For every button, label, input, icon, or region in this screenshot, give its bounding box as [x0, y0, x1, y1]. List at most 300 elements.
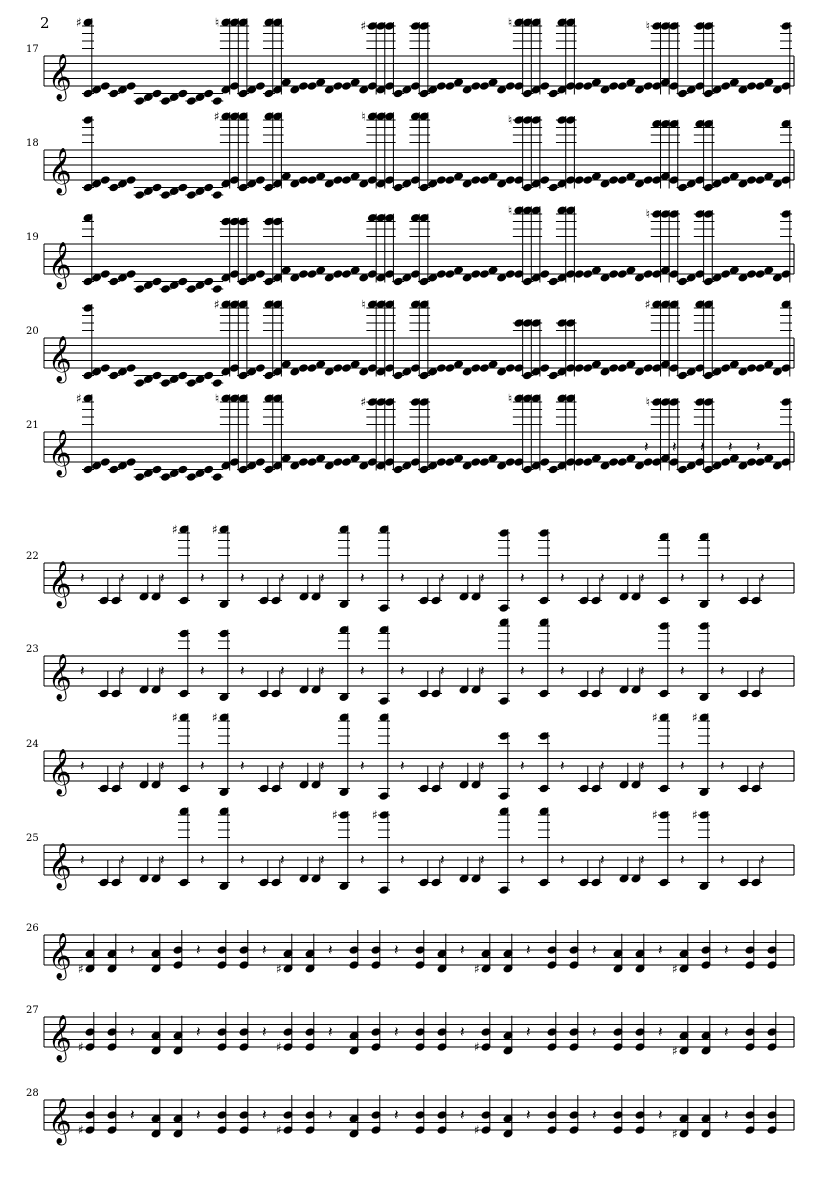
quarter-rest: 𝄽: [200, 569, 205, 587]
note-head: [281, 454, 291, 462]
quarter-rest: 𝄽: [262, 941, 267, 959]
note-head: [342, 364, 352, 372]
sharp-sign: ♯: [213, 297, 220, 312]
quarter-rest: 𝄽: [120, 662, 125, 680]
note-head: [626, 172, 636, 180]
treble-clef: 𝄞: [48, 654, 72, 700]
note-head: [772, 274, 782, 282]
note-head: [290, 462, 300, 470]
natural-sign: ♮: [507, 391, 513, 406]
quarter-rest: 𝄽: [560, 569, 565, 587]
measure-number: 26: [26, 923, 39, 934]
note-head: [609, 82, 619, 90]
note-head: [324, 462, 334, 470]
note-head: [436, 82, 446, 90]
note-head: [118, 180, 128, 188]
note-head: [755, 82, 765, 90]
quarter-rest: 𝄽: [160, 851, 165, 869]
quarter-rest: 𝄽: [700, 438, 705, 456]
quarter-rest: 𝄽: [160, 569, 165, 587]
note-head: [445, 270, 455, 278]
quarter-rest: 𝄽: [480, 662, 485, 680]
sharp-sign: ♯: [212, 522, 218, 537]
note-head: [255, 458, 265, 466]
note-head: [488, 78, 498, 86]
note-head: [497, 180, 507, 188]
note-head: [92, 462, 102, 470]
measure-number: 22: [26, 551, 39, 562]
note-head: [747, 364, 757, 372]
note-head: [195, 187, 205, 195]
note-head: [118, 86, 128, 94]
note-head: [402, 180, 412, 188]
note-head: [747, 176, 757, 184]
note-head: [583, 270, 593, 278]
quarter-rest: 𝄽: [200, 662, 205, 680]
natural-sign: ♮: [507, 15, 513, 30]
quarter-rest: 𝄽: [240, 569, 245, 587]
note-head: [118, 368, 128, 376]
quarter-rest: 𝄽: [440, 851, 445, 869]
quarter-rest: 𝄽: [196, 1023, 201, 1041]
measure-number: 21: [26, 420, 39, 431]
note-head: [540, 176, 550, 184]
note-head: [471, 176, 481, 184]
note-head: [247, 368, 257, 376]
note-head: [574, 270, 584, 278]
quarter-rest: 𝄽: [658, 941, 663, 959]
quarter-rest: 𝄽: [196, 941, 201, 959]
note-head: [471, 458, 481, 466]
quarter-rest: 𝄽: [360, 757, 365, 775]
quarter-rest: 𝄽: [360, 569, 365, 587]
note-head: [747, 82, 757, 90]
note-head: [316, 172, 326, 180]
note-head: [307, 270, 317, 278]
quarter-rest: 𝄽: [196, 1106, 201, 1124]
note-head: [92, 86, 102, 94]
quarter-rest: 𝄽: [760, 851, 765, 869]
note-head: [454, 172, 464, 180]
sharp-sign: ♯: [474, 1123, 480, 1137]
note-head: [454, 78, 464, 86]
note-head: [307, 364, 317, 372]
note-head: [755, 270, 765, 278]
note-head: [592, 360, 602, 368]
staff-system: [26, 1088, 794, 1146]
quarter-rest: 𝄽: [262, 1106, 267, 1124]
note-head: [333, 458, 343, 466]
note-head: [505, 270, 515, 278]
quarter-rest: 𝄽: [160, 662, 165, 680]
measure-number: 18: [26, 138, 39, 149]
note-head: [592, 454, 602, 462]
note-head: [643, 364, 653, 372]
note-head: [497, 368, 507, 376]
quarter-rest: 𝄽: [600, 851, 605, 869]
note-head: [436, 270, 446, 278]
quarter-rest: 𝄽: [400, 851, 405, 869]
note-head: [721, 364, 731, 372]
quarter-rest: 𝄽: [760, 569, 765, 587]
note-head: [350, 266, 360, 274]
note-head: [617, 364, 627, 372]
note-head: [307, 176, 317, 184]
note-head: [480, 458, 490, 466]
note-head: [747, 458, 757, 466]
note-head: [480, 82, 490, 90]
note-head: [342, 270, 352, 278]
note-head: [755, 458, 765, 466]
note-head: [635, 180, 645, 188]
quarter-rest: 𝄽: [592, 941, 597, 959]
sharp-sign: ♯: [76, 391, 82, 406]
note-head: [712, 86, 722, 94]
quarter-rest: 𝄽: [480, 757, 485, 775]
treble-clef: 𝄞: [48, 561, 72, 607]
sharp-sign: ♯: [372, 808, 378, 822]
note-head: [255, 364, 265, 372]
note-head: [738, 274, 748, 282]
quarter-rest: 𝄽: [526, 1106, 531, 1124]
quarter-rest: 𝄽: [130, 941, 135, 959]
note-head: [290, 274, 300, 282]
note-head: [342, 176, 352, 184]
quarter-rest: 𝄽: [644, 438, 649, 456]
note-head: [143, 281, 153, 289]
quarter-rest: 𝄽: [560, 662, 565, 680]
quarter-rest: 𝄽: [280, 757, 285, 775]
note-head: [100, 176, 110, 184]
measure-number: 20: [26, 326, 39, 337]
note-head: [342, 458, 352, 466]
quarter-rest: 𝄽: [280, 569, 285, 587]
note-head: [143, 93, 153, 101]
note-head: [488, 360, 498, 368]
note-head: [281, 78, 291, 86]
note-head: [299, 82, 309, 90]
note-head: [635, 462, 645, 470]
note-head: [738, 462, 748, 470]
note-head: [436, 364, 446, 372]
note-head: [445, 82, 455, 90]
note-head: [350, 172, 360, 180]
quarter-rest: 𝄽: [600, 569, 605, 587]
quarter-rest: 𝄽: [360, 851, 365, 869]
note-head: [290, 86, 300, 94]
staff-system: [26, 618, 794, 705]
note-head: [712, 462, 722, 470]
quarter-rest: 𝄽: [360, 662, 365, 680]
sharp-sign: ♯: [172, 522, 178, 537]
natural-sign: ♮: [361, 297, 366, 312]
staff-system: [26, 109, 794, 199]
quarter-rest: 𝄽: [658, 1106, 663, 1124]
note-head: [540, 458, 550, 466]
note-head: [118, 462, 128, 470]
quarter-rest: 𝄽: [756, 438, 761, 456]
note-head: [100, 270, 110, 278]
note-head: [540, 364, 550, 372]
quarter-rest: 𝄽: [680, 851, 685, 869]
measure-number: 24: [26, 739, 39, 750]
quarter-rest: 𝄽: [80, 569, 85, 587]
note-head: [635, 368, 645, 376]
quarter-rest: 𝄽: [394, 1106, 399, 1124]
note-head: [488, 172, 498, 180]
note-head: [316, 78, 326, 86]
quarter-rest: 𝄽: [520, 757, 525, 775]
note-head: [462, 368, 472, 376]
staff-system: [26, 297, 794, 387]
note-head: [772, 368, 782, 376]
sharp-sign: ♯: [474, 961, 480, 976]
quarter-rest: 𝄽: [440, 569, 445, 587]
note-head: [635, 86, 645, 94]
staff-system: [26, 923, 794, 981]
note-head: [100, 82, 110, 90]
sharp-sign: ♯: [672, 1126, 678, 1141]
note-head: [324, 368, 334, 376]
note-head: [772, 180, 782, 188]
note-head: [755, 364, 765, 372]
note-head: [626, 78, 636, 86]
note-head: [281, 172, 291, 180]
note-head: [583, 82, 593, 90]
note-head: [454, 454, 464, 462]
staff-system: [26, 522, 794, 612]
note-head: [617, 82, 627, 90]
quarter-rest: 𝄽: [480, 851, 485, 869]
quarter-rest: 𝄽: [80, 757, 85, 775]
quarter-rest: 𝄽: [440, 757, 445, 775]
note-head: [126, 458, 136, 466]
note-head: [643, 270, 653, 278]
note-head: [454, 360, 464, 368]
note-head: [436, 176, 446, 184]
note-head: [92, 180, 102, 188]
note-head: [247, 86, 257, 94]
note-head: [462, 462, 472, 470]
natural-sign: ♮: [507, 113, 513, 127]
natural-sign: ♮: [214, 391, 220, 406]
quarter-rest: 𝄽: [320, 757, 325, 775]
quarter-rest: 𝄽: [130, 1106, 135, 1124]
note-head: [574, 82, 584, 90]
sharp-sign: ♯: [78, 961, 84, 976]
sharp-sign: ♯: [692, 710, 698, 725]
quarter-rest: 𝄽: [720, 851, 725, 869]
treble-clef: 𝄞: [48, 843, 72, 889]
measure-number: 23: [26, 644, 39, 655]
sharp-sign: ♯: [474, 1040, 480, 1054]
note-head: [617, 458, 627, 466]
note-head: [402, 462, 412, 470]
quarter-rest: 𝄽: [560, 757, 565, 775]
note-head: [480, 176, 490, 184]
note-head: [600, 368, 610, 376]
sharp-sign: ♯: [76, 15, 82, 30]
note-head: [617, 270, 627, 278]
note-head: [764, 266, 774, 274]
note-head: [772, 86, 782, 94]
note-head: [195, 281, 205, 289]
note-head: [471, 270, 481, 278]
quarter-rest: 𝄽: [320, 851, 325, 869]
note-head: [428, 368, 438, 376]
note-head: [445, 176, 455, 184]
note-head: [497, 86, 507, 94]
note-head: [764, 78, 774, 86]
quarter-rest: 𝄽: [640, 757, 645, 775]
quarter-rest: 𝄽: [560, 851, 565, 869]
note-head: [290, 180, 300, 188]
sharp-sign: ♯: [276, 1040, 282, 1054]
note-head: [247, 462, 257, 470]
quarter-rest: 𝄽: [280, 851, 285, 869]
quarter-rest: 𝄽: [394, 941, 399, 959]
sharp-sign: ♯: [78, 1123, 84, 1137]
note-head: [488, 454, 498, 462]
quarter-rest: 𝄽: [600, 757, 605, 775]
note-head: [307, 82, 317, 90]
treble-clef: 𝄞: [48, 749, 72, 795]
quarter-rest: 𝄽: [480, 569, 485, 587]
quarter-rest: 𝄽: [120, 851, 125, 869]
note-head: [609, 270, 619, 278]
note-head: [290, 368, 300, 376]
natural-sign: ♮: [645, 19, 651, 33]
note-head: [764, 172, 774, 180]
note-head: [643, 176, 653, 184]
note-head: [333, 364, 343, 372]
note-head: [350, 360, 360, 368]
note-head: [428, 274, 438, 282]
note-head: [169, 187, 179, 195]
note-head: [143, 469, 153, 477]
note-head: [686, 368, 696, 376]
note-head: [316, 454, 326, 462]
note-head: [497, 462, 507, 470]
quarter-rest: 𝄽: [526, 941, 531, 959]
quarter-rest: 𝄽: [728, 438, 733, 456]
staff-system: [26, 807, 794, 894]
treble-clef: 𝄞: [48, 54, 72, 100]
treble-clef: 𝄞: [48, 148, 72, 194]
note-head: [643, 82, 653, 90]
note-head: [540, 270, 550, 278]
quarter-rest: 𝄽: [680, 569, 685, 587]
quarter-rest: 𝄽: [328, 941, 333, 959]
quarter-rest: 𝄽: [600, 662, 605, 680]
note-head: [617, 176, 627, 184]
note-head: [626, 360, 636, 368]
quarter-rest: 𝄽: [320, 662, 325, 680]
quarter-rest: 𝄽: [640, 851, 645, 869]
note-head: [316, 360, 326, 368]
note-head: [721, 82, 731, 90]
note-head: [169, 375, 179, 383]
note-head: [454, 266, 464, 274]
staff-system: [26, 710, 794, 800]
natural-sign: ♮: [645, 207, 651, 221]
treble-clef: 𝄞: [48, 1015, 72, 1061]
note-head: [574, 458, 584, 466]
note-head: [126, 270, 136, 278]
note-head: [333, 270, 343, 278]
sharp-sign: ♯: [692, 808, 698, 822]
note-head: [480, 364, 490, 372]
note-head: [255, 270, 265, 278]
note-head: [169, 469, 179, 477]
note-head: [350, 78, 360, 86]
note-head: [626, 266, 636, 274]
staff-system: [26, 203, 794, 293]
quarter-rest: 𝄽: [160, 757, 165, 775]
sharp-sign: ♯: [172, 710, 178, 725]
measure-number: 25: [26, 833, 39, 844]
quarter-rest: 𝄽: [526, 1023, 531, 1041]
note-head: [143, 375, 153, 383]
note-head: [755, 176, 765, 184]
note-head: [583, 364, 593, 372]
note-head: [359, 462, 369, 470]
note-head: [505, 458, 515, 466]
measure-number: 27: [26, 1005, 39, 1016]
natural-sign: ♮: [645, 395, 651, 409]
quarter-rest: 𝄽: [760, 662, 765, 680]
note-head: [721, 176, 731, 184]
note-head: [462, 180, 472, 188]
quarter-rest: 𝄽: [120, 569, 125, 587]
page-number: 2: [40, 14, 50, 32]
note-head: [686, 86, 696, 94]
quarter-rest: 𝄽: [520, 662, 525, 680]
quarter-rest: 𝄽: [658, 1023, 663, 1041]
sharp-sign: ♯: [652, 710, 658, 725]
note-head: [686, 180, 696, 188]
note-head: [299, 364, 309, 372]
staff-system: [26, 391, 794, 481]
note-head: [540, 82, 550, 90]
quarter-rest: 𝄽: [460, 941, 465, 959]
sharp-sign: ♯: [212, 710, 218, 725]
note-head: [428, 180, 438, 188]
quarter-rest: 𝄽: [120, 757, 125, 775]
note-head: [126, 364, 136, 372]
note-head: [497, 274, 507, 282]
note-head: [195, 375, 205, 383]
note-head: [721, 458, 731, 466]
quarter-rest: 𝄽: [720, 662, 725, 680]
note-head: [359, 86, 369, 94]
quarter-rest: 𝄽: [200, 757, 205, 775]
note-head: [247, 180, 257, 188]
note-head: [600, 462, 610, 470]
note-head: [600, 274, 610, 282]
note-head: [480, 270, 490, 278]
note-head: [195, 469, 205, 477]
sharp-sign: ♯: [360, 19, 367, 33]
note-head: [169, 93, 179, 101]
note-head: [583, 176, 593, 184]
quarter-rest: 𝄽: [720, 569, 725, 587]
note-head: [169, 281, 179, 289]
note-head: [643, 458, 653, 466]
note-head: [738, 180, 748, 188]
quarter-rest: 𝄽: [672, 438, 677, 456]
note-head: [729, 266, 739, 274]
